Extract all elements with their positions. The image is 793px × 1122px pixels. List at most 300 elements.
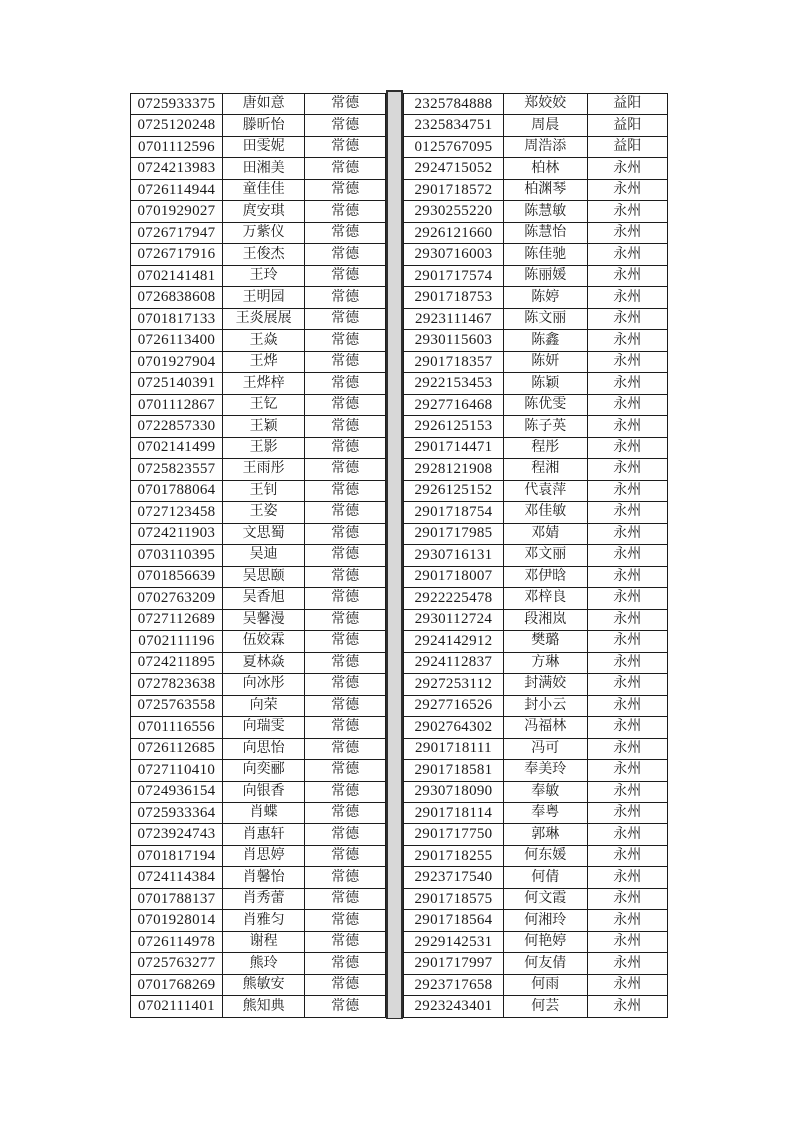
student-id-cell: 0727823638 xyxy=(131,674,223,694)
city-cell: 常德 xyxy=(331,590,360,606)
city-cell: 常德 xyxy=(331,225,360,241)
student-name-cell: 柏林 xyxy=(504,158,588,178)
student-id-cell: 2930716003 xyxy=(404,244,504,264)
table-row xyxy=(404,717,667,738)
student-name-cell: 程湘 xyxy=(504,459,588,479)
student-name-cell: 陈子英 xyxy=(504,416,588,436)
table-row xyxy=(404,696,667,717)
table-row xyxy=(404,309,667,330)
city-cell: 永州 xyxy=(613,246,642,262)
student-name-cell: 滕昕怡 xyxy=(223,115,305,135)
student-name-cell: 王姿 xyxy=(223,502,305,522)
student-id-cell: 0701112596 xyxy=(131,137,223,157)
city-cell: 永州 xyxy=(613,955,642,971)
city-cell: 永州 xyxy=(613,504,642,520)
student-id-cell: 0701112867 xyxy=(131,395,223,415)
student-name-cell: 奉美玲 xyxy=(504,760,588,780)
city-cell: 常德 xyxy=(331,998,360,1014)
table-row xyxy=(404,610,667,631)
student-id-cell: 2926125152 xyxy=(404,481,504,501)
table-row xyxy=(404,395,667,416)
student-id-cell: 2923243401 xyxy=(404,996,504,1016)
table-row xyxy=(131,932,385,953)
student-name-cell: 唐如意 xyxy=(223,94,305,114)
student-id-cell: 2930255220 xyxy=(404,201,504,221)
student-name-cell: 何倩 xyxy=(504,867,588,887)
table-row xyxy=(131,266,385,287)
student-id-cell: 0701116556 xyxy=(131,717,223,737)
student-name-cell: 方琳 xyxy=(504,653,588,673)
city-cell: 常德 xyxy=(331,826,360,842)
student-name-cell: 向荣 xyxy=(223,696,305,716)
city-cell: 永州 xyxy=(613,697,642,713)
city-cell: 常德 xyxy=(331,891,360,907)
student-id-cell: 0724211895 xyxy=(131,653,223,673)
student-id-cell: 0725763558 xyxy=(131,696,223,716)
city-cell: 常德 xyxy=(331,762,360,778)
student-id-cell: 2901718581 xyxy=(404,760,504,780)
student-id-cell: 0702111401 xyxy=(131,996,223,1016)
table-row xyxy=(404,502,667,523)
table-row xyxy=(131,115,385,136)
city-cell: 永州 xyxy=(613,654,642,670)
city-cell: 常德 xyxy=(331,289,360,305)
student-id-cell: 0725933364 xyxy=(131,803,223,823)
city-cell: 永州 xyxy=(613,676,642,692)
student-name-cell: 肖馨怡 xyxy=(223,867,305,887)
city-cell: 常德 xyxy=(331,977,360,993)
student-id-cell: 0726717916 xyxy=(131,244,223,264)
table-row xyxy=(131,158,385,179)
student-id-cell: 0701817133 xyxy=(131,309,223,329)
student-id-cell: 2926121660 xyxy=(404,223,504,243)
city-cell: 永州 xyxy=(613,268,642,284)
student-id-cell: 0701929027 xyxy=(131,201,223,221)
city-cell: 永州 xyxy=(613,826,642,842)
city-cell: 永州 xyxy=(613,783,642,799)
student-name-cell: 王钊 xyxy=(223,481,305,501)
student-id-cell: 0727123458 xyxy=(131,502,223,522)
table-row xyxy=(131,760,385,781)
student-name-cell: 柏渊琴 xyxy=(504,180,588,200)
student-id-cell: 0726838608 xyxy=(131,287,223,307)
table-row xyxy=(404,996,667,1016)
table-row xyxy=(404,459,667,480)
table-row xyxy=(131,481,385,502)
student-id-cell: 2901718357 xyxy=(404,352,504,372)
student-id-cell: 2930115603 xyxy=(404,330,504,350)
student-id-cell: 0701856639 xyxy=(131,567,223,587)
table-row xyxy=(404,824,667,845)
table-row xyxy=(131,502,385,523)
student-name-cell: 吴香旭 xyxy=(223,588,305,608)
table-row xyxy=(131,94,385,115)
student-name-cell: 王烨 xyxy=(223,352,305,372)
student-id-cell: 2928121908 xyxy=(404,459,504,479)
student-id-cell: 0725763277 xyxy=(131,953,223,973)
student-name-cell: 陈优雯 xyxy=(504,395,588,415)
student-name-cell: 肖思婷 xyxy=(223,846,305,866)
table-row xyxy=(404,524,667,545)
student-id-cell: 0701928014 xyxy=(131,910,223,930)
city-cell: 永州 xyxy=(613,568,642,584)
city-cell: 永州 xyxy=(613,998,642,1014)
city-cell: 常德 xyxy=(331,461,360,477)
student-id-cell: 2901717997 xyxy=(404,953,504,973)
student-id-cell: 2923717658 xyxy=(404,975,504,995)
student-id-cell: 0727110410 xyxy=(131,760,223,780)
table-row xyxy=(131,824,385,845)
table-row xyxy=(404,867,667,888)
table-row xyxy=(131,201,385,222)
student-id-cell: 2901718753 xyxy=(404,287,504,307)
student-id-cell: 2930718090 xyxy=(404,782,504,802)
student-id-cell: 2923717540 xyxy=(404,867,504,887)
city-cell: 永州 xyxy=(613,160,642,176)
city-cell: 永州 xyxy=(613,891,642,907)
student-id-cell: 0725120248 xyxy=(131,115,223,135)
student-id-cell: 0724211903 xyxy=(131,524,223,544)
city-cell: 永州 xyxy=(613,719,642,735)
student-id-cell: 0701788137 xyxy=(131,889,223,909)
student-name-cell: 程彤 xyxy=(504,438,588,458)
city-cell: 常德 xyxy=(331,525,360,541)
student-id-cell: 0726114944 xyxy=(131,180,223,200)
city-cell: 常德 xyxy=(331,568,360,584)
city-cell: 永州 xyxy=(613,225,642,241)
table-row xyxy=(131,910,385,931)
city-cell: 常德 xyxy=(331,912,360,928)
student-name-cell: 王烨梓 xyxy=(223,373,305,393)
student-name-cell: 邓佳敏 xyxy=(504,502,588,522)
table-row xyxy=(131,352,385,373)
student-name-cell: 伍姣霖 xyxy=(223,631,305,651)
city-cell: 常德 xyxy=(331,783,360,799)
city-cell: 常德 xyxy=(331,869,360,885)
student-id-cell: 2901718572 xyxy=(404,180,504,200)
table-row xyxy=(404,438,667,459)
city-cell: 常德 xyxy=(331,246,360,262)
student-name-cell: 熊玲 xyxy=(223,953,305,973)
city-cell: 常德 xyxy=(331,397,360,413)
table-row xyxy=(131,137,385,158)
city-cell: 永州 xyxy=(613,934,642,950)
table-row xyxy=(404,674,667,695)
student-name-cell: 冯福林 xyxy=(504,717,588,737)
city-cell: 益阳 xyxy=(613,96,642,112)
student-name-cell: 吴思颐 xyxy=(223,567,305,587)
student-name-cell: 段湘岚 xyxy=(504,610,588,630)
city-cell: 常德 xyxy=(331,96,360,112)
city-cell: 永州 xyxy=(613,439,642,455)
student-name-cell: 何雨 xyxy=(504,975,588,995)
student-name-cell: 代袁萍 xyxy=(504,481,588,501)
table-row xyxy=(131,717,385,738)
city-cell: 永州 xyxy=(613,354,642,370)
student-name-cell: 陈颖 xyxy=(504,373,588,393)
student-name-cell: 向冰彤 xyxy=(223,674,305,694)
roster-table-right xyxy=(403,93,668,1018)
table-row xyxy=(404,889,667,910)
student-id-cell: 2901718255 xyxy=(404,846,504,866)
table-row xyxy=(131,889,385,910)
table-row xyxy=(131,610,385,631)
city-cell: 永州 xyxy=(613,311,642,327)
table-row xyxy=(131,244,385,265)
table-row xyxy=(404,330,667,351)
student-name-cell: 夏林焱 xyxy=(223,653,305,673)
student-name-cell: 肖蝶 xyxy=(223,803,305,823)
student-id-cell: 2922225478 xyxy=(404,588,504,608)
table-row xyxy=(404,223,667,244)
city-cell: 永州 xyxy=(613,740,642,756)
student-id-cell: 0722857330 xyxy=(131,416,223,436)
student-name-cell: 樊璐 xyxy=(504,631,588,651)
table-row xyxy=(131,223,385,244)
city-cell: 永州 xyxy=(613,289,642,305)
student-name-cell: 向瑞雯 xyxy=(223,717,305,737)
city-cell: 常德 xyxy=(331,139,360,155)
city-cell: 常德 xyxy=(331,311,360,327)
student-id-cell: 2922153453 xyxy=(404,373,504,393)
student-name-cell: 肖惠轩 xyxy=(223,824,305,844)
student-name-cell: 何艳婷 xyxy=(504,932,588,952)
city-cell: 永州 xyxy=(613,912,642,928)
student-id-cell: 0701768269 xyxy=(131,975,223,995)
table-row xyxy=(404,545,667,566)
table-row xyxy=(404,653,667,674)
student-id-cell: 2901718111 xyxy=(404,739,504,759)
student-name-cell: 文思蜀 xyxy=(223,524,305,544)
city-cell: 永州 xyxy=(613,633,642,649)
table-row xyxy=(404,739,667,760)
city-cell: 永州 xyxy=(613,418,642,434)
city-cell: 永州 xyxy=(613,397,642,413)
table-row xyxy=(404,244,667,265)
table-row xyxy=(131,524,385,545)
student-id-cell: 0724213983 xyxy=(131,158,223,178)
student-name-cell: 吴迪 xyxy=(223,545,305,565)
student-id-cell: 2926125153 xyxy=(404,416,504,436)
student-name-cell: 王焱 xyxy=(223,330,305,350)
student-name-cell: 邓梓良 xyxy=(504,588,588,608)
city-cell: 常德 xyxy=(331,504,360,520)
city-cell: 永州 xyxy=(613,203,642,219)
table-row xyxy=(131,309,385,330)
table-row xyxy=(404,180,667,201)
student-id-cell: 2927253112 xyxy=(404,674,504,694)
student-id-cell: 2927716468 xyxy=(404,395,504,415)
student-name-cell: 肖雅匀 xyxy=(223,910,305,930)
city-cell: 永州 xyxy=(613,525,642,541)
table-row xyxy=(131,782,385,803)
table-row xyxy=(404,760,667,781)
city-cell: 常德 xyxy=(331,611,360,627)
city-cell: 常德 xyxy=(331,934,360,950)
roster-table-left xyxy=(130,93,386,1018)
city-cell: 永州 xyxy=(613,375,642,391)
student-id-cell: 2924112837 xyxy=(404,653,504,673)
table-row xyxy=(404,803,667,824)
student-name-cell: 何芸 xyxy=(504,996,588,1016)
student-id-cell: 2924142912 xyxy=(404,631,504,651)
student-id-cell: 0725933375 xyxy=(131,94,223,114)
student-id-cell: 0725140391 xyxy=(131,373,223,393)
student-name-cell: 周浩添 xyxy=(504,137,588,157)
table-row xyxy=(404,910,667,931)
student-id-cell: 2901714471 xyxy=(404,438,504,458)
city-cell: 常德 xyxy=(331,633,360,649)
student-name-cell: 吴馨漫 xyxy=(223,610,305,630)
student-name-cell: 田湘美 xyxy=(223,158,305,178)
student-name-cell: 陈文丽 xyxy=(504,309,588,329)
city-cell: 常德 xyxy=(331,697,360,713)
student-id-cell: 0702763209 xyxy=(131,588,223,608)
city-cell: 常德 xyxy=(331,955,360,971)
student-id-cell: 2930716131 xyxy=(404,545,504,565)
city-cell: 常德 xyxy=(331,654,360,670)
student-id-cell: 2901717750 xyxy=(404,824,504,844)
student-id-cell: 0724936154 xyxy=(131,782,223,802)
student-id-cell: 0726114978 xyxy=(131,932,223,952)
table-row xyxy=(131,180,385,201)
city-cell: 常德 xyxy=(331,848,360,864)
table-row xyxy=(131,330,385,351)
table-row xyxy=(131,395,385,416)
student-id-cell: 0725823557 xyxy=(131,459,223,479)
city-cell: 永州 xyxy=(613,332,642,348)
student-name-cell: 谢程 xyxy=(223,932,305,952)
student-id-cell: 2901718007 xyxy=(404,567,504,587)
student-id-cell: 0701817194 xyxy=(131,846,223,866)
student-name-cell: 王影 xyxy=(223,438,305,458)
table-row xyxy=(404,975,667,996)
student-name-cell: 邓婧 xyxy=(504,524,588,544)
city-cell: 永州 xyxy=(613,869,642,885)
table-row xyxy=(131,674,385,695)
student-id-cell: 0726112685 xyxy=(131,739,223,759)
student-id-cell: 0125767095 xyxy=(404,137,504,157)
student-id-cell: 0703110395 xyxy=(131,545,223,565)
city-cell: 常德 xyxy=(331,182,360,198)
city-cell: 永州 xyxy=(613,977,642,993)
student-name-cell: 何湘玲 xyxy=(504,910,588,930)
table-row xyxy=(131,953,385,974)
student-name-cell: 田雯妮 xyxy=(223,137,305,157)
student-name-cell: 何友倩 xyxy=(504,953,588,973)
table-row xyxy=(404,631,667,652)
table-row xyxy=(404,481,667,502)
table-row xyxy=(404,846,667,867)
student-id-cell: 2927716526 xyxy=(404,696,504,716)
student-id-cell: 2923111467 xyxy=(404,309,504,329)
student-id-cell: 2901718564 xyxy=(404,910,504,930)
table-row xyxy=(404,94,667,115)
student-name-cell: 封小云 xyxy=(504,696,588,716)
city-cell: 益阳 xyxy=(613,139,642,155)
student-id-cell: 2930112724 xyxy=(404,610,504,630)
student-name-cell: 童佳佳 xyxy=(223,180,305,200)
table-row xyxy=(404,287,667,308)
student-name-cell: 封满姣 xyxy=(504,674,588,694)
student-id-cell: 2901718114 xyxy=(404,803,504,823)
student-name-cell: 陈鑫 xyxy=(504,330,588,350)
table-row xyxy=(131,545,385,566)
table-row xyxy=(404,158,667,179)
student-name-cell: 向思怡 xyxy=(223,739,305,759)
table-row xyxy=(131,867,385,888)
student-name-cell: 王钇 xyxy=(223,395,305,415)
student-name-cell: 王明园 xyxy=(223,287,305,307)
table-row xyxy=(404,266,667,287)
table-row xyxy=(404,416,667,437)
table-row xyxy=(404,932,667,953)
city-cell: 常德 xyxy=(331,332,360,348)
student-id-cell: 0701788064 xyxy=(131,481,223,501)
student-id-cell: 0723924743 xyxy=(131,824,223,844)
city-cell: 永州 xyxy=(613,805,642,821)
table-row xyxy=(131,739,385,760)
student-id-cell: 0702141499 xyxy=(131,438,223,458)
student-id-cell: 0726113400 xyxy=(131,330,223,350)
city-cell: 永州 xyxy=(613,611,642,627)
student-name-cell: 陈慧敏 xyxy=(504,201,588,221)
city-cell: 常德 xyxy=(331,547,360,563)
city-cell: 常德 xyxy=(331,375,360,391)
city-cell: 常德 xyxy=(331,160,360,176)
student-name-cell: 郑姣姣 xyxy=(504,94,588,114)
student-id-cell: 2902764302 xyxy=(404,717,504,737)
student-name-cell: 万紫仪 xyxy=(223,223,305,243)
table-row xyxy=(404,782,667,803)
table-row xyxy=(131,588,385,609)
student-id-cell: 2924715052 xyxy=(404,158,504,178)
student-id-cell: 2901718575 xyxy=(404,889,504,909)
table-row xyxy=(404,953,667,974)
city-cell: 常德 xyxy=(331,482,360,498)
student-name-cell: 何文霞 xyxy=(504,889,588,909)
student-id-cell: 0726717947 xyxy=(131,223,223,243)
student-id-cell: 2901718754 xyxy=(404,502,504,522)
student-name-cell: 陈丽媛 xyxy=(504,266,588,286)
student-id-cell: 2325784888 xyxy=(404,94,504,114)
table-row xyxy=(404,373,667,394)
city-cell: 永州 xyxy=(613,182,642,198)
table-row xyxy=(131,416,385,437)
table-row xyxy=(131,373,385,394)
table-row xyxy=(404,115,667,136)
student-name-cell: 邓文丽 xyxy=(504,545,588,565)
city-cell: 常德 xyxy=(331,354,360,370)
table-row xyxy=(131,287,385,308)
table-row xyxy=(404,137,667,158)
student-name-cell: 奉敏 xyxy=(504,782,588,802)
table-row xyxy=(131,846,385,867)
city-cell: 永州 xyxy=(613,482,642,498)
student-name-cell: 王雨彤 xyxy=(223,459,305,479)
city-cell: 常德 xyxy=(331,203,360,219)
city-cell: 常德 xyxy=(331,268,360,284)
city-cell: 永州 xyxy=(613,547,642,563)
city-cell: 常德 xyxy=(331,740,360,756)
student-id-cell: 0727112689 xyxy=(131,610,223,630)
city-cell: 永州 xyxy=(613,590,642,606)
table-row xyxy=(131,653,385,674)
table-row xyxy=(131,438,385,459)
student-name-cell: 熊知典 xyxy=(223,996,305,1016)
city-cell: 益阳 xyxy=(613,117,642,133)
city-cell: 常德 xyxy=(331,719,360,735)
